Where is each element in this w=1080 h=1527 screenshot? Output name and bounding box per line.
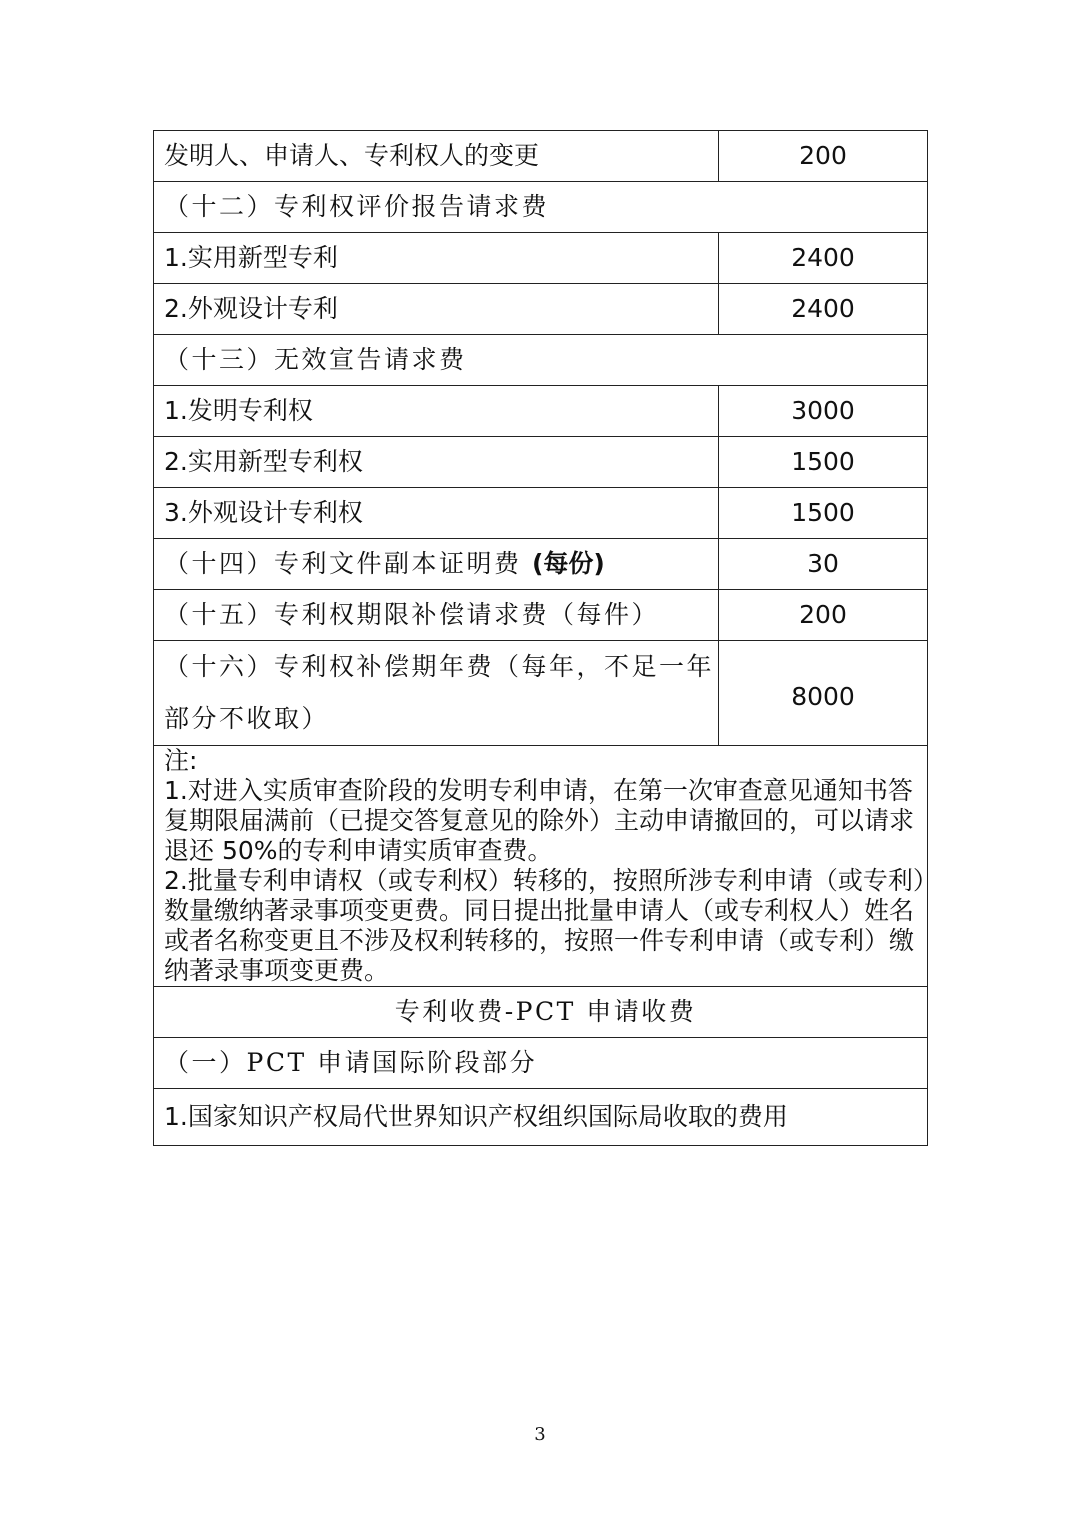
table-row — [154, 335, 928, 386]
section-heading: （十二）专利权评价报告请求费 — [154, 182, 928, 233]
fee-table — [153, 130, 928, 1146]
table-row — [154, 1089, 928, 1146]
fee-amount: 8000 — [719, 641, 928, 746]
table-row — [154, 641, 928, 746]
fee-amount: 200 — [719, 131, 928, 182]
fee-amount: 3000 — [719, 386, 928, 437]
table-row — [154, 539, 928, 590]
fee-amount: 2400 — [719, 233, 928, 284]
note-item: 1.对进入实质审查阶段的发明专利申请，在第一次审查意见通知书答复期限届满前（已提交答复意见的除外）主动申请撤回的，可以请求退还 50%的专利申请实质审查费。 — [164, 776, 915, 865]
fee-label: 2.实用新型专利权 — [154, 437, 719, 488]
fee-label-text: （十四）专利文件副本证明费 — [164, 549, 522, 578]
table-row — [154, 437, 928, 488]
pct-subheading: （一）PCT 申请国际阶段部分 — [154, 1038, 928, 1089]
fee-amount: 30 — [719, 539, 928, 590]
fee-amount: 1500 — [719, 437, 928, 488]
notes-title: 注: — [164, 746, 198, 775]
note-item: 2.批量专利申请权（或专利权）转移的，按照所涉专利申请（或专利）数量缴纳著录事项变更费。同日提出批量申请人（或专利权人）姓名或者名称变更且不涉及权利转移的，按照一件专利申请（或专利）缴纳著录事项变更费。 — [164, 866, 926, 985]
fee-label: （十六）专利权补偿期年费（每年，不足一年部分不收取） — [154, 641, 719, 746]
table-row — [154, 131, 928, 182]
table-row — [154, 284, 928, 335]
notes-row — [154, 746, 928, 987]
fee-amount: 200 — [719, 590, 928, 641]
fee-label: 2.外观设计专利 — [154, 284, 719, 335]
fee-label: 1.发明专利权 — [154, 386, 719, 437]
table-row — [154, 1038, 928, 1089]
fee-amount: 2400 — [719, 284, 928, 335]
table-row — [154, 233, 928, 284]
fee-label: 1.实用新型专利 — [154, 233, 719, 284]
table-row — [154, 590, 928, 641]
table-row — [154, 386, 928, 437]
table-row — [154, 182, 928, 233]
fee-label-bold: (每份) — [531, 549, 605, 578]
fee-label: 3.外观设计专利权 — [154, 488, 719, 539]
fee-label — [154, 539, 719, 590]
pct-item: 1.国家知识产权局代世界知识产权组织国际局收取的费用 — [154, 1089, 928, 1146]
fee-label: 发明人、申请人、专利权人的变更 — [154, 131, 719, 182]
pct-section-title: 专利收费-PCT 申请收费 — [154, 987, 928, 1038]
notes-cell — [154, 746, 928, 987]
fee-label: （十五）专利权期限补偿请求费（每件） — [154, 590, 719, 641]
page-number: 3 — [534, 1424, 546, 1445]
fee-amount: 1500 — [719, 488, 928, 539]
section-heading: （十三）无效宣告请求费 — [154, 335, 928, 386]
table-row — [154, 987, 928, 1038]
table-row — [154, 488, 928, 539]
